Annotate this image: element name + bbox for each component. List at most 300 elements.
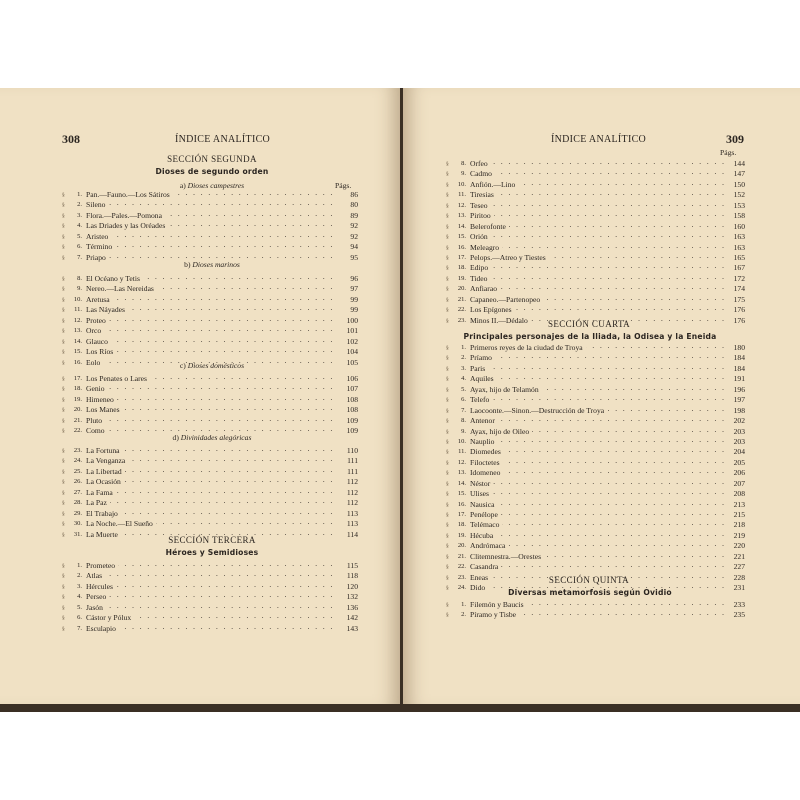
entry-title: Nereo.—Las Nereidas: [86, 284, 157, 294]
toc-entry: [62, 426, 358, 436]
toc-entry: [62, 337, 358, 347]
entry-page: 106: [346, 374, 358, 383]
toc-entry: [446, 169, 745, 179]
entry-page: 205: [733, 457, 745, 467]
entry-number: 20.: [457, 285, 466, 293]
entry-page: 95: [350, 252, 358, 262]
dot-leader: [86, 405, 338, 415]
toc-entry: [446, 385, 745, 395]
dot-leader: [86, 395, 338, 405]
section-mark: §: [62, 479, 65, 486]
entry-title: Cástor y Pólux: [86, 613, 134, 623]
dot-leader: [470, 201, 725, 211]
dot-leader: [470, 374, 725, 384]
entry-title: Cadmo: [470, 169, 495, 179]
entry-title: Meleagro: [470, 243, 502, 253]
section-mark: §: [62, 244, 65, 251]
toc-entry: [446, 427, 745, 437]
section-mark: §: [446, 213, 449, 220]
entry-page: 233: [733, 600, 745, 609]
section-mark: §: [446, 553, 449, 560]
entry-title: Como: [86, 426, 108, 436]
entry-title: Las Driades y las Oréades: [86, 221, 168, 231]
entry-number: 11.: [74, 306, 82, 314]
entry-page: 203: [733, 436, 745, 446]
toc-entry: [446, 253, 745, 263]
dot-leader: [470, 510, 725, 520]
entry-title: Los Ríos: [86, 347, 116, 357]
group-heading: b) Dioses marinos: [184, 260, 240, 269]
section-mark: §: [62, 573, 65, 580]
entry-title: Pelops.—Atreo y Tiestes: [470, 253, 549, 263]
dot-leader: [470, 232, 725, 242]
entry-title: Casandra: [470, 562, 501, 572]
section-mark: §: [446, 585, 449, 592]
entry-number: 5.: [77, 232, 82, 240]
toc-entry: [62, 221, 358, 231]
section-mark: §: [62, 359, 65, 366]
toc-entry: [62, 384, 358, 394]
entry-page: 174: [733, 284, 745, 294]
toc-entry: [446, 552, 745, 562]
entry-page: 213: [733, 499, 745, 509]
toc-entry: [62, 347, 358, 357]
toc-entry: [62, 446, 358, 456]
entry-page: 112: [346, 498, 358, 508]
section-mark: §: [446, 286, 449, 293]
entry-number: 24.: [457, 584, 466, 592]
section-mark: §: [446, 202, 449, 209]
entry-page: 96: [350, 274, 358, 283]
toc-entry: [446, 353, 745, 363]
toc-entry: [446, 437, 745, 447]
entry-number: 11.: [458, 448, 466, 456]
entry-number: 31.: [73, 530, 82, 538]
entry-title: Himeneo: [86, 395, 117, 405]
entry-title: Genio: [86, 384, 108, 394]
entry-number: 8.: [461, 417, 466, 425]
entry-page: 202: [733, 416, 745, 426]
section-mark: §: [446, 161, 449, 167]
entry-number: 30.: [73, 520, 82, 528]
entry-page: 235: [733, 610, 745, 620]
toc-entry: [62, 326, 358, 336]
entry-page: 207: [733, 478, 745, 488]
section-title: SECCIÓN CUARTA: [547, 319, 631, 329]
entry-page: 107: [346, 384, 358, 394]
section-mark: §: [446, 397, 449, 404]
entry-number: 1.: [461, 344, 466, 351]
toc-block: [446, 343, 745, 594]
toc-entry: [446, 562, 745, 572]
entry-number: 15.: [457, 233, 466, 241]
entry-number: 7.: [77, 624, 82, 632]
section-subtitle: Héroes y Semidioses: [165, 548, 259, 557]
toc-entry: [446, 500, 745, 510]
entry-page: 89: [350, 210, 358, 220]
entry-page: 100: [346, 315, 358, 325]
dot-leader: [470, 243, 725, 253]
entry-number: 8.: [461, 160, 466, 167]
entry-number: 10.: [457, 437, 466, 445]
entry-number: 13.: [457, 212, 466, 220]
entry-number: 4.: [77, 222, 82, 230]
entry-title: Hécuba: [470, 531, 496, 541]
toc-entry: [62, 509, 358, 519]
entry-title: Ayax, hijo de Telamón: [470, 385, 542, 395]
dot-leader: [86, 337, 338, 347]
entry-page: 99: [350, 305, 358, 315]
toc-entry: [62, 624, 358, 634]
entry-title: Jasón: [86, 603, 106, 613]
dot-leader: [86, 426, 338, 436]
dot-leader: [470, 353, 725, 363]
section-mark: §: [62, 296, 65, 303]
section-mark: §: [62, 286, 65, 293]
dot-leader: [86, 561, 338, 571]
entry-page: 94: [350, 242, 358, 252]
section-title: SECCIÓN QUINTA: [548, 575, 630, 585]
toc-entry: [446, 343, 745, 353]
entry-number: 8.: [77, 275, 82, 282]
toc-entry: [446, 263, 745, 273]
entry-title: La Fama: [86, 488, 116, 498]
entry-title: Esculapio: [86, 624, 119, 634]
entry-title: Término: [86, 242, 115, 252]
page-number: 309: [726, 132, 744, 146]
toc-entry: [62, 571, 358, 581]
entry-title: Penélope: [470, 510, 501, 520]
entry-title: Capaneo.—Partenopeo: [470, 295, 543, 305]
entry-page: 109: [346, 415, 358, 425]
entry-title: Anfiarao: [470, 284, 500, 294]
toc-entry: [446, 211, 745, 221]
entry-title: Telémaco: [470, 520, 502, 530]
entry-page: 104: [346, 347, 358, 357]
section-mark: §: [62, 386, 65, 393]
section-mark: §: [62, 376, 65, 382]
entry-page: 150: [733, 179, 745, 189]
entry-page: 203: [733, 426, 745, 436]
toc-entry: [62, 358, 358, 368]
toc-block: [446, 159, 745, 326]
entry-page: 132: [346, 592, 358, 602]
entry-page: 184: [733, 353, 745, 363]
left-page: [0, 88, 400, 704]
open-book: [0, 88, 800, 712]
entry-number: 17.: [457, 253, 466, 261]
entry-number: 23.: [457, 573, 466, 581]
entry-page: 112: [346, 477, 358, 487]
toc-entry: [62, 582, 358, 592]
dot-leader: [86, 358, 338, 368]
section-mark: §: [446, 365, 449, 372]
entry-number: 1.: [77, 191, 82, 198]
dot-leader: [86, 316, 338, 326]
section-title: SECCIÓN SEGUNDA: [167, 154, 257, 164]
entry-number: 16.: [457, 243, 466, 251]
entry-title: Sileno: [86, 200, 108, 210]
dot-leader: [470, 531, 725, 541]
section-mark: §: [62, 521, 65, 528]
entry-number: 14.: [73, 337, 82, 345]
entry-page: 208: [733, 489, 745, 499]
section-mark: §: [446, 192, 449, 199]
entry-page: 109: [346, 426, 358, 436]
section-mark: §: [62, 317, 65, 324]
dot-leader: [470, 500, 725, 510]
entry-title: Ayax, hijo de Oileo: [470, 427, 532, 437]
toc-entry: [446, 458, 745, 468]
dot-leader: [86, 530, 338, 540]
section-mark: §: [446, 254, 449, 261]
entry-title: Flora.—Pales.—Pomona: [86, 211, 165, 221]
entry-title: Orión: [470, 232, 491, 242]
entry-title: Orfeo: [470, 159, 491, 169]
entry-number: 14.: [457, 222, 466, 230]
entry-title: Néstor: [470, 479, 493, 489]
entry-page: 99: [350, 294, 358, 304]
entry-page: 198: [733, 405, 745, 415]
section-mark: §: [446, 296, 449, 303]
entry-number: 9.: [461, 427, 466, 435]
entry-number: 22.: [457, 563, 466, 571]
toc-entry: [446, 468, 745, 478]
section-mark: §: [62, 338, 65, 345]
dot-leader: [470, 447, 725, 457]
section-mark: §: [62, 489, 65, 496]
entry-title: Eolo: [86, 358, 103, 368]
section-mark: §: [62, 307, 65, 314]
entry-title: Anfión.—Lino: [470, 180, 518, 190]
entry-page: 113: [346, 519, 358, 529]
dot-leader: [86, 416, 338, 426]
entry-title: Telefo: [470, 395, 492, 405]
entry-page: 220: [733, 541, 745, 551]
section-subtitle: Dioses de segundo orden: [155, 167, 269, 176]
entry-number: 4.: [77, 593, 82, 601]
section-mark: §: [62, 349, 65, 356]
toc-entry: [62, 242, 358, 252]
toc-entry: [62, 211, 358, 221]
entry-title: Los Penates o Lares: [86, 374, 150, 384]
toc-entry: [62, 284, 358, 294]
toc-entry: [62, 253, 358, 263]
entry-number: 16.: [73, 358, 82, 366]
toc-block: [62, 190, 358, 263]
entry-number: 21.: [457, 295, 466, 303]
section-mark: §: [446, 574, 449, 581]
entry-number: 5.: [77, 603, 82, 611]
entry-page: 102: [346, 336, 358, 346]
entry-page: 175: [733, 294, 745, 304]
dot-leader: [470, 468, 725, 478]
entry-number: 25.: [73, 467, 82, 475]
entry-page: 165: [733, 252, 745, 262]
entry-page: 97: [350, 284, 358, 294]
entry-page: 86: [350, 190, 358, 199]
entry-number: 7.: [77, 253, 82, 261]
section-mark: §: [62, 468, 65, 475]
toc-entry: [446, 541, 745, 551]
toc-entry: [62, 395, 358, 405]
dot-leader: [470, 562, 725, 572]
entry-title: La Ocasión: [86, 477, 124, 487]
toc-entry: [62, 374, 358, 384]
page-number: 308: [62, 132, 80, 146]
toc-entry: [62, 200, 358, 210]
entry-title: Nauplio: [470, 437, 497, 447]
toc-entry: [62, 190, 358, 200]
section-subtitle: Diversas metamorfosis según Ovidio: [508, 588, 672, 597]
section-mark: §: [446, 543, 449, 550]
section-mark: §: [446, 564, 449, 571]
entry-page: 143: [346, 623, 358, 633]
section-mark: §: [446, 522, 449, 529]
dot-leader: [470, 489, 725, 499]
entry-number: 29.: [73, 509, 82, 517]
entry-title: Prometeo: [86, 561, 118, 571]
toc-entry: [446, 416, 745, 426]
entry-title: Tiresias: [470, 190, 497, 200]
toc-entry: [62, 477, 358, 487]
toc-entry: [62, 498, 358, 508]
entry-number: 9.: [461, 170, 466, 178]
dot-leader: [86, 253, 338, 263]
dot-leader: [470, 458, 725, 468]
dot-leader: [86, 446, 338, 456]
entry-page: 101: [346, 326, 358, 336]
dot-leader: [470, 274, 725, 284]
entry-title: Tideo: [470, 274, 490, 284]
toc-entry: [62, 416, 358, 426]
section-mark: §: [62, 223, 65, 230]
section-subtitle: Principales personajes de la Iliada, la Odisea y la Eneida: [463, 332, 717, 341]
entry-page: 92: [350, 231, 358, 241]
toc-entry: [62, 488, 358, 498]
section-mark: §: [446, 438, 449, 445]
toc-entry: [446, 600, 745, 610]
entry-title: Atlas: [86, 571, 105, 581]
toc-entry: [446, 520, 745, 530]
section-mark: §: [446, 181, 449, 188]
entry-page: 112: [346, 487, 358, 497]
toc-entry: [446, 243, 745, 253]
toc-entry: [62, 592, 358, 602]
entry-number: 22.: [73, 427, 82, 435]
entry-number: 18.: [457, 264, 466, 272]
entry-page: 231: [733, 583, 745, 593]
running-head: ÍNDICE ANALÍTICO: [551, 134, 647, 145]
entry-number: 10.: [457, 180, 466, 188]
entry-number: 2.: [461, 611, 466, 619]
entry-number: 26.: [73, 478, 82, 486]
entry-page: 215: [733, 510, 745, 519]
toc-entry: [62, 305, 358, 315]
dot-leader: [86, 242, 338, 252]
entry-number: 6.: [77, 614, 82, 622]
section-mark: §: [446, 171, 449, 178]
entry-title: Aretusa: [86, 295, 113, 305]
section-mark: §: [446, 480, 449, 487]
entry-page: 147: [733, 169, 745, 179]
entry-number: 5.: [461, 385, 466, 393]
dot-leader: [470, 169, 725, 179]
entry-page: 144: [733, 159, 745, 168]
entry-title: Los Manes: [86, 405, 123, 415]
entry-title: Andrómaca: [470, 541, 508, 551]
dot-leader: [86, 477, 338, 487]
toc-block: [446, 600, 745, 621]
toc-entry: [62, 232, 358, 242]
entry-page: 114: [346, 529, 358, 539]
section-mark: §: [62, 615, 65, 622]
pages-column-label: Págs.: [335, 181, 352, 190]
entry-title: La Venganza: [86, 456, 128, 466]
entry-title: La Muerte: [86, 530, 121, 540]
entry-title: La Fortuna: [86, 446, 123, 456]
section-mark: §: [446, 265, 449, 272]
entry-number: 2.: [461, 354, 466, 362]
entry-page: 176: [733, 305, 745, 315]
entry-title: Filoctetes: [470, 458, 503, 468]
entry-number: 15.: [457, 490, 466, 498]
section-mark: §: [446, 612, 449, 619]
entry-title: Proteo: [86, 316, 109, 326]
section-mark: §: [62, 510, 65, 517]
entry-title: Eneas: [470, 573, 491, 583]
dot-leader: [470, 479, 725, 489]
entry-title: Edipo: [470, 263, 491, 273]
entry-number: 22.: [457, 306, 466, 314]
entry-title: Dido: [470, 583, 488, 593]
entry-title: El Trabajo: [86, 509, 121, 519]
toc-entry: [446, 284, 745, 294]
entry-number: 19.: [73, 395, 82, 403]
dot-leader: [470, 437, 725, 447]
section-mark: §: [446, 532, 449, 539]
entry-title: Piritoo: [470, 211, 494, 221]
section-mark: §: [446, 449, 449, 456]
entry-title: Priapo: [86, 253, 109, 263]
dot-leader: [86, 384, 338, 394]
section-mark: §: [62, 594, 65, 601]
toc-entry: [446, 305, 745, 315]
entry-number: 23.: [457, 316, 466, 324]
toc-entry: [62, 295, 358, 305]
toc-entry: [62, 603, 358, 613]
entry-title: Aristeo: [86, 232, 111, 242]
dot-leader: [470, 364, 725, 374]
toc-entry: [62, 530, 358, 540]
section-mark: §: [62, 276, 65, 282]
toc-entry: [446, 180, 745, 190]
entry-page: 136: [346, 602, 358, 612]
toc-entry: [446, 295, 745, 305]
entry-page: 219: [733, 530, 745, 540]
entry-page: 105: [346, 357, 358, 367]
toc-entry: [446, 222, 745, 232]
section-mark: §: [62, 500, 65, 507]
toc-entry: [446, 610, 745, 620]
entry-number: 1.: [461, 601, 466, 608]
entry-page: 196: [733, 384, 745, 394]
entry-title: Antenor: [470, 416, 498, 426]
toc-entry: [446, 406, 745, 416]
entry-number: 12.: [457, 458, 466, 466]
entry-title: Paris: [470, 364, 488, 374]
section-mark: §: [446, 470, 449, 477]
